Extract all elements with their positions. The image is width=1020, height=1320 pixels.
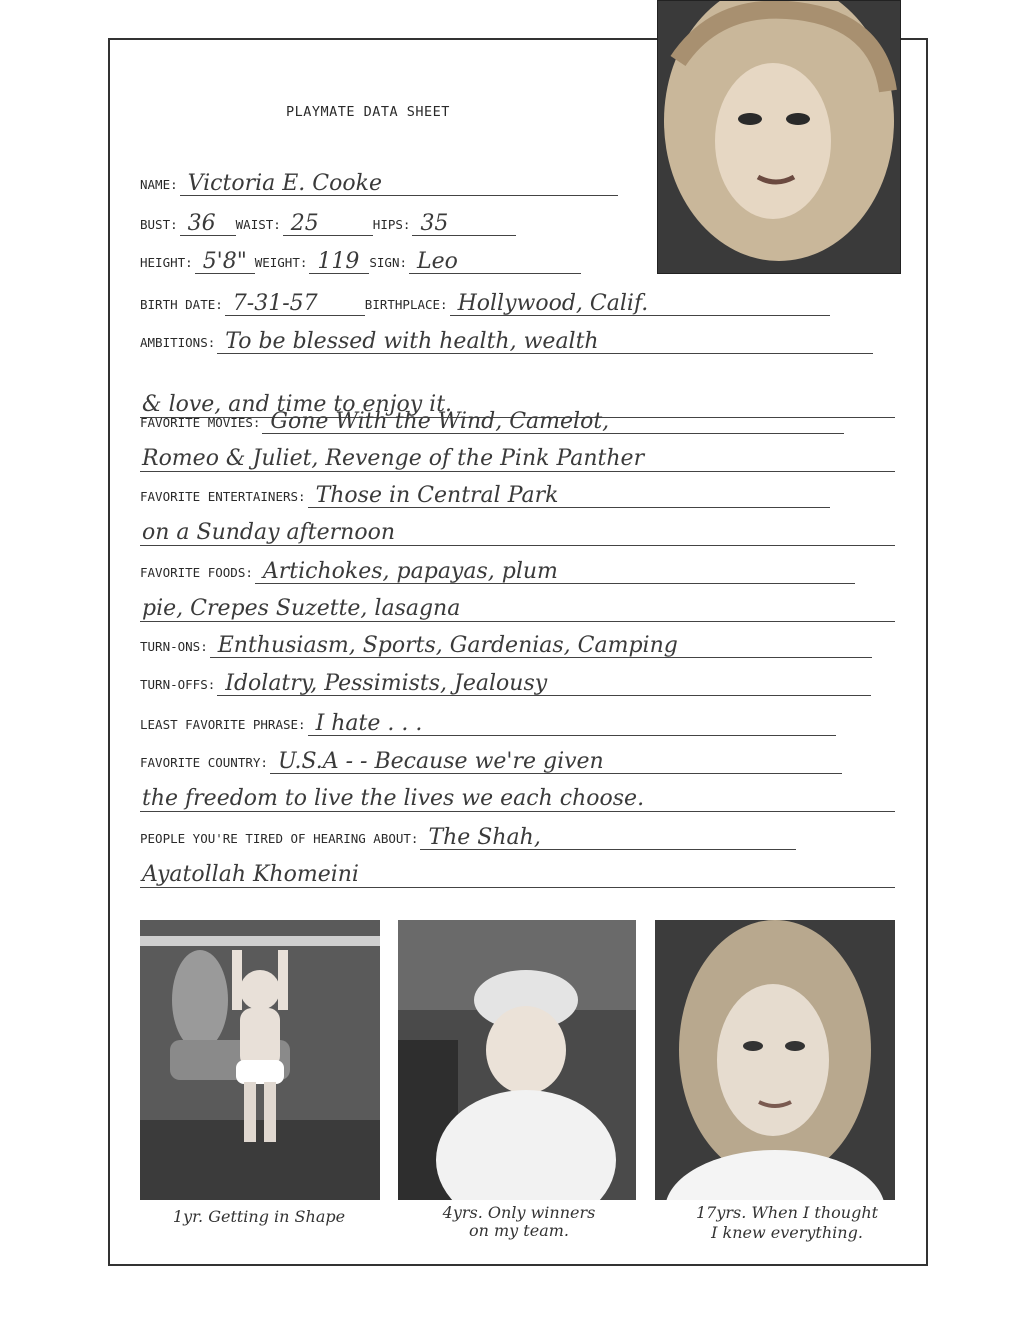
turn-ons-label: TURN-ONS: [140,639,208,654]
entertainers-line1: Those in Central Park [308,484,830,508]
height-label: HEIGHT: [140,255,193,270]
ambitions-row [140,330,873,354]
birth-row [140,292,830,316]
foods-line1: Artichokes, papayas, plum [255,560,855,584]
hips-value: 35 [412,212,516,236]
foods-row [140,560,855,584]
movies-line1: Gone With the Wind, Camelot, [262,410,844,434]
name-row [140,172,618,196]
sign-label: SIGN: [369,255,408,270]
teen-photo-caption-line1: 17yrs. When I thought [695,1203,879,1222]
ambitions-label: AMBITIONS: [140,335,216,350]
ambitions-line1: To be blessed with health, wealth [217,330,873,354]
baby-photo [140,920,380,1200]
country-line1: U.S.A - - Because we're given [270,750,842,774]
country-line2: the freedom to live the lives we each choose. [140,786,895,812]
name-label: NAME: [140,177,178,192]
country-row [140,750,842,774]
name-value: Victoria E. Cooke [180,172,618,196]
entertainers-label: FAVORITE ENTERTAINERS: [140,489,306,504]
country-label: FAVORITE COUNTRY: [140,755,268,770]
foods-line2: pie, Crepes Suzette, lasagna [140,596,895,622]
baby-photo-caption: 1yr. Getting in Shape [172,1207,346,1226]
people-line2: Ayatollah Khomeini [140,862,895,888]
sheet-title: PLAYMATE DATA SHEET [286,104,450,120]
movies-row [140,410,844,434]
entertainers-row [140,484,830,508]
measurements-row [140,212,516,236]
sign-value: Leo [409,250,581,274]
weight-value: 119 [309,250,369,274]
movies-line2: Romeo & Juliet, Revenge of the Pink Panther [140,446,895,472]
weight-label: WEIGHT: [254,255,308,270]
least-phrase-value: I hate . . . [308,712,836,736]
toddler-photo-caption-line1: 4yrs. Only winners [442,1203,596,1222]
people-label: PEOPLE YOU'RE TIRED OF HEARING ABOUT: [140,831,419,846]
movies-label: FAVORITE MOVIES: [140,415,261,430]
least-phrase-label: LEAST FAVORITE PHRASE: [140,717,306,732]
height-row [140,250,581,274]
birthplace-label: BIRTHPLACE: [364,297,448,312]
hips-label: HIPS: [372,217,411,232]
height-value: 5'8" [195,250,255,274]
foods-label: FAVORITE FOODS: [140,565,253,580]
toddler-photo [398,920,636,1200]
birth-date-value: 7-31-57 [225,292,365,316]
bust-value: 36 [180,212,236,236]
turn-offs-row [140,672,871,696]
turn-offs-label: TURN-OFFS: [140,677,216,692]
bust-label: BUST: [140,217,178,232]
people-row [140,826,796,850]
ambitions-line2: & love, and time to enjoy it. [140,392,895,418]
people-line1: The Shah, [420,826,796,850]
teen-photo [655,920,895,1200]
turn-ons-row [140,634,872,658]
birthplace-value: Hollywood, Calif. [450,292,830,316]
waist-value: 25 [283,212,373,236]
turn-offs-value: Idolatry, Pessimists, Jealousy [217,672,871,696]
turn-ons-value: Enthusiasm, Sports, Gardenias, Camping [210,634,872,658]
waist-label: WAIST: [235,217,281,232]
birth-date-label: BIRTH DATE: [140,297,223,312]
least-phrase-row [140,712,836,736]
toddler-photo-caption-line2: on my team. [468,1221,569,1240]
teen-photo-caption-line2: I knew everything. [711,1223,863,1242]
portrait-photo [657,0,901,274]
entertainers-line2: on a Sunday afternoon [140,520,895,546]
